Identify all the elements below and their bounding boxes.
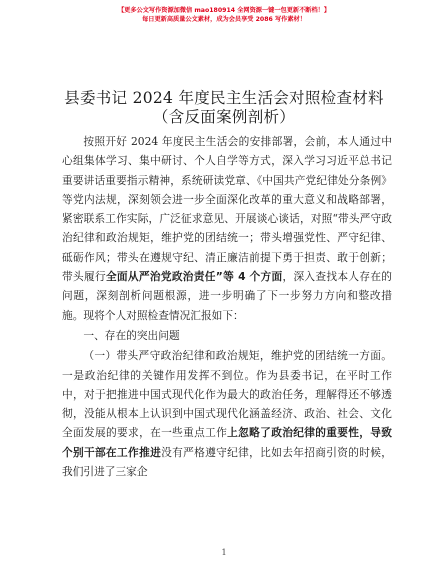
promo-banner-line-1: 【更多公文写作资源加微信 mao180914 全网资源一键一包更新不断档！】 <box>117 7 331 14</box>
document-title: 县委书记 2024 年度民主生活会对照检查材料 <box>64 89 384 107</box>
document-body <box>62 132 392 481</box>
promo-banner-line-2: 每日更新高质量公文素材，成为会员享受 2086 写作素材！ <box>142 16 306 23</box>
page-number: 1 <box>221 548 227 557</box>
document-subtitle: （含反面案例剖析） <box>152 108 296 126</box>
section-heading: 一、存在的突出问题 <box>83 328 180 342</box>
item1-text-bold: 上忽略了政治纪律的重要性，导致个别干部在工作推进 <box>62 426 392 459</box>
intro-paragraph <box>62 132 392 325</box>
item1-paragraph <box>62 346 392 481</box>
intro-text-part1: 按照开好 2024 年度民主生活会的安排部署，会前，本人通过中心组集体学习、集中研讨、个人自学等方式，深入学习习近平总书记重要讲话重要指示精神，系统研读党章、《中国共产党纪律处分条例》等党内法规，深刻领会进一步全面深化改革的重大意义和战略部署，紧密联系工作实际，广泛征求意见、开展谈心谈话，对照“带头严守政治纪律和政治规矩，维护党的团结统一；带头增强党性、严守纪律、砥砺作风；带头在遵规守纪、清正廉洁前提下勇于担责、敢于创新；带头履行 <box>62 135 392 284</box>
promo-banner <box>0 6 448 24</box>
intro-text-bold: 全面从严治党政治责任”等 4 个方面 <box>105 270 283 284</box>
item1-text-part2: 没有严格遵守纪律，比如去年招商引资的时候，我们引进了三家企 <box>62 445 392 479</box>
intro-text-part2: ，深入查找本人存在的问题，深刻剖析问题根源，进一步明确了下一步努力方向和整改措施。现将个人对照检查情况汇报如下： <box>62 270 392 322</box>
item1-text-part1: （一）带头严守政治纪律和政治规矩，维护党的团结统一方面。一是政治纪律的关键作用发挥不到位。作为县委书记，在平时工作中，对于把推进中国式现代化作为最大的政治任务，理解得还不够透彻，没能从根本上认识到中国式现代化涵盖经济、政治、社会、文化全面发展的要求，在一些重点工作 <box>62 349 392 440</box>
